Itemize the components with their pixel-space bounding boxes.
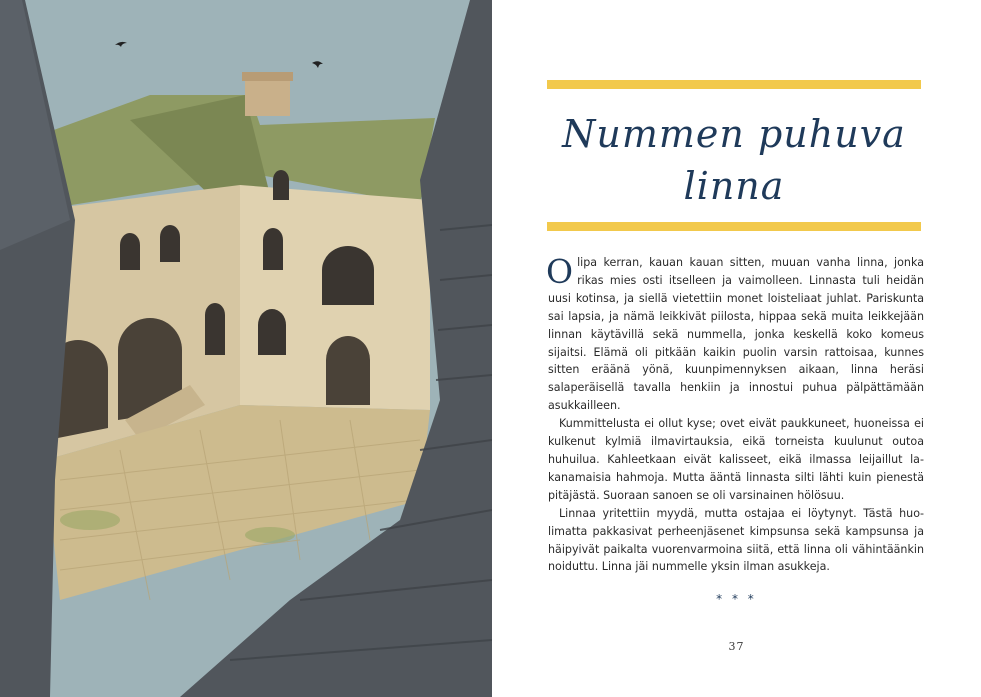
chapter-title (532, 108, 936, 212)
top-rule (547, 80, 921, 89)
page-number: 37 (728, 640, 745, 653)
title-line-2: linna (683, 164, 785, 208)
paragraph: Kummittelusta ei ollut kyse; ovet eivät paukkuneet, huoneissa ei kulkenut kylmiä ilmavirtauksia, eikä torneista kuulunut outoa huhuilua. Kahleetkaan eivät kalisseet, eikä ilmassa leijaillut lakanamaisia hahmoja. Mutta ääntä linnasta silti lähti kuin pienestä pitäjästä. Suoraan sanoen se oli varsinainen hölösuu. (548, 417, 924, 502)
title-line-1: Nummen puhuva (562, 112, 906, 156)
chimney (245, 78, 290, 116)
paragraph: Olipa kerran, kauan kauan sitten, muuan vanha linna, jonka rikas mies osti itselleen ja vaimolleen. Linnasta tuli heidän uusi kotinsa, ja siellä vietettiin monet loisteliaat juhlat. Pariskunta sai lapsia, ja nämä leikkivät piilosta, hippaa sekä muita leikkejään linnan käytävillä sekä nummella, jonka keskellä koko komeus sijaitsi. Elämä oli pitkään kaikin puolin varsin rattoisaa, kunnes sitten eräänä yönä, kuunpimennyksen aikaan, linna heräsi salaperäisellä tavalla henkiin ja innostui puhua pälpättämään asukkailleen. (546, 252, 924, 413)
section-break-ornament: * * * (716, 592, 757, 606)
body-text (548, 254, 924, 576)
paragraph: Linnaa yritettiin myydä, mutta ostajaa ei löytynyt. Tästä huolimatta pakkasivat perheenjäsenet kimpsunsa sekä kampsunsa ja häipyivät paikalta vuorenvarmoina siitä, että linna oli vähintäänkin noiduttu. Linna jäi nummelle yksin ilman asukkeja. (548, 506, 924, 574)
text-page (492, 0, 981, 697)
bottom-rule (547, 222, 921, 231)
drop-cap: O (546, 252, 574, 291)
